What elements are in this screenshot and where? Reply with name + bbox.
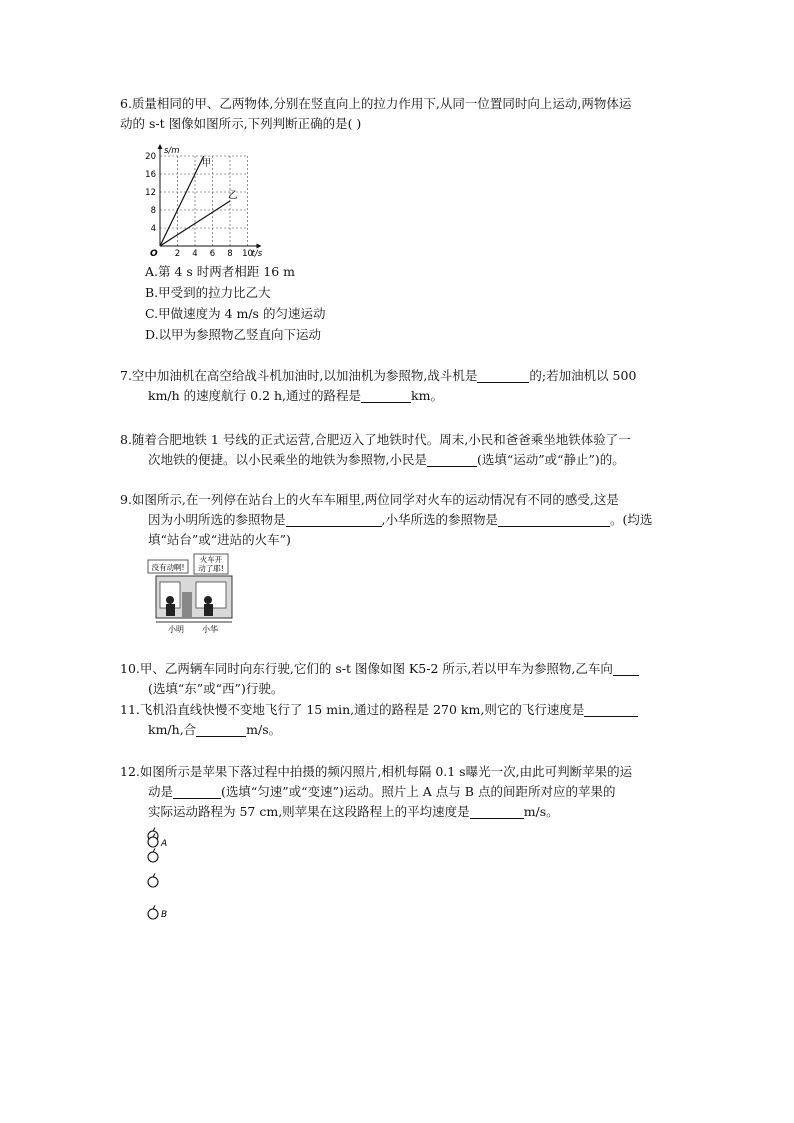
question-11-text-2: km/h,合 bbox=[148, 722, 197, 737]
y-axis-label: s/m bbox=[164, 146, 180, 156]
question-7-text-2: 的;若加油机以 500 bbox=[529, 368, 637, 383]
answer-blank bbox=[427, 452, 477, 467]
answer-blank bbox=[584, 702, 638, 717]
question-11-text-1: 11.飞机沿直线快慢不变地飞行了 15 min,通过的路程是 270 km,则它的飞行速度是 bbox=[120, 702, 585, 717]
st-graph bbox=[140, 138, 285, 264]
y-tick-label: 20 bbox=[145, 152, 156, 162]
answer-blank bbox=[498, 512, 610, 527]
x-tick-label: 4 bbox=[192, 249, 198, 259]
label-xiaohua: 小华 bbox=[202, 625, 218, 634]
question-9-line-3: 填“站台”或“进站的火车”) bbox=[148, 532, 291, 547]
question-7-text-4: km。 bbox=[411, 388, 443, 403]
y-tick-label: 16 bbox=[145, 170, 156, 180]
answer-blank bbox=[196, 722, 246, 737]
question-8 bbox=[120, 430, 700, 470]
question-8-text-2: (选填“运动”或“静止”)的。 bbox=[476, 452, 625, 467]
question-8-text-1: 次地铁的便捷。以小民乘坐的地铁为参照物,小民是 bbox=[148, 452, 427, 467]
series-label-jia: 甲 bbox=[201, 158, 212, 169]
y-tick-label: 12 bbox=[145, 188, 156, 198]
question-12-text-4: m/s。 bbox=[523, 804, 559, 819]
apple-strobe-photo bbox=[144, 826, 184, 922]
y-axis-arrow bbox=[158, 144, 163, 149]
apple-icon bbox=[148, 834, 158, 848]
question-10 bbox=[120, 659, 700, 699]
question-6-option-a: A.第 4 s 时两者相距 16 m bbox=[145, 264, 295, 279]
answer-blank bbox=[613, 661, 639, 676]
answer-blank bbox=[173, 784, 221, 799]
question-12 bbox=[120, 762, 700, 822]
question-8-line-1: 8.随着合肥地铁 1 号线的正式运营,合肥迈入了地铁时代。周末,小民和爸爸乘坐地铁体验了一 bbox=[120, 432, 631, 447]
x-tick-label: 6 bbox=[209, 249, 216, 259]
label-point-a: A bbox=[161, 839, 168, 849]
person-xiaohua bbox=[204, 596, 212, 604]
y-tick-label: 8 bbox=[150, 206, 156, 216]
question-10-line-2: (选填“东”或“西”)行驶。 bbox=[148, 681, 284, 696]
question-9-text-2: ,小华所选的参照物是 bbox=[381, 512, 498, 527]
question-12-text-3: 实际运动路程为 57 cm,则苹果在这段路程上的平均速度是 bbox=[148, 804, 470, 819]
speech-text-right-2: 动了耶! bbox=[198, 564, 224, 573]
question-9 bbox=[120, 490, 700, 550]
question-6-option-d: D.以甲为参照物乙竖直向下运动 bbox=[145, 327, 322, 342]
question-12-text-1: 动是 bbox=[148, 784, 174, 799]
y-tick-label: 4 bbox=[150, 224, 156, 234]
question-10-text-1: 10.甲、乙两辆车同时向东行驶,它们的 s-t 图像如图 K5-2 所示,若以甲车为参照物,乙车向 bbox=[120, 661, 613, 676]
seat bbox=[182, 592, 192, 618]
question-7-text-1: 7.空中加油机在高空给战斗机加油时,以加油机为参照物,战斗机是 bbox=[120, 368, 478, 383]
x-axis-arrow bbox=[257, 244, 262, 249]
x-tick-label: 2 bbox=[174, 249, 181, 259]
question-6-line-1: 6.质量相同的甲、乙两物体,分别在竖直向上的拉力作用下,从同一位置同时向上运动,两物体运 bbox=[120, 96, 632, 111]
x-axis-label: t/s bbox=[251, 249, 263, 259]
question-9-line-1: 9.如图所示,在一列停在站台上的火车车厢里,两位同学对火车的运动情况有不同的感受,这是 bbox=[120, 492, 619, 507]
question-6-option-b: B.甲受到的拉力比乙大 bbox=[145, 285, 271, 300]
question-6-line-2: 动的 s-t 图像如图所示,下列判断正确的是( ) bbox=[120, 116, 362, 131]
question-6 bbox=[120, 94, 700, 134]
origin-label: O bbox=[150, 249, 158, 259]
person-xiaoming bbox=[166, 596, 174, 604]
answer-blank bbox=[477, 368, 529, 383]
speech-text-left: 没有动啊! bbox=[151, 563, 185, 572]
question-11-text-3: m/s。 bbox=[246, 722, 282, 737]
question-12-line-1: 12.如图所示是苹果下落过程中拍摄的频闪照片,相机每隔 0.1 s曝光一次,由此可判断苹果的运 bbox=[120, 764, 633, 779]
label-point-b: B bbox=[161, 910, 168, 920]
question-12-text-2: (选填“匀速”或“变速”)运动。照片上 A 点与 B 点的间距所对应的苹果的 bbox=[221, 784, 616, 799]
question-6-option-c: C.甲做速度为 4 m/s 的匀速运动 bbox=[145, 306, 326, 321]
answer-blank bbox=[286, 512, 382, 527]
question-11 bbox=[120, 700, 700, 740]
question-9-text-3: 。(均选 bbox=[610, 512, 653, 527]
apple-icon bbox=[148, 906, 158, 920]
answer-blank bbox=[470, 804, 524, 819]
apple-icon bbox=[148, 874, 158, 888]
label-xiaoming: 小明 bbox=[168, 625, 184, 634]
answer-blank bbox=[361, 388, 411, 403]
train-illustration bbox=[146, 552, 236, 634]
st-graph-series bbox=[160, 156, 238, 246]
question-7-text-3: km/h 的速度航行 0.2 h,通过的路程是 bbox=[148, 388, 362, 403]
apple-icon bbox=[148, 849, 158, 863]
x-tick-label: 10 bbox=[242, 249, 253, 259]
st-graph-grid bbox=[160, 156, 248, 246]
x-tick-label: 8 bbox=[227, 249, 233, 259]
question-7 bbox=[120, 366, 700, 406]
question-9-text-1: 因为小明所选的参照物是 bbox=[148, 512, 286, 527]
series-label-yi: 乙 bbox=[228, 190, 238, 201]
speech-text-right-1: 火车开 bbox=[199, 555, 223, 564]
